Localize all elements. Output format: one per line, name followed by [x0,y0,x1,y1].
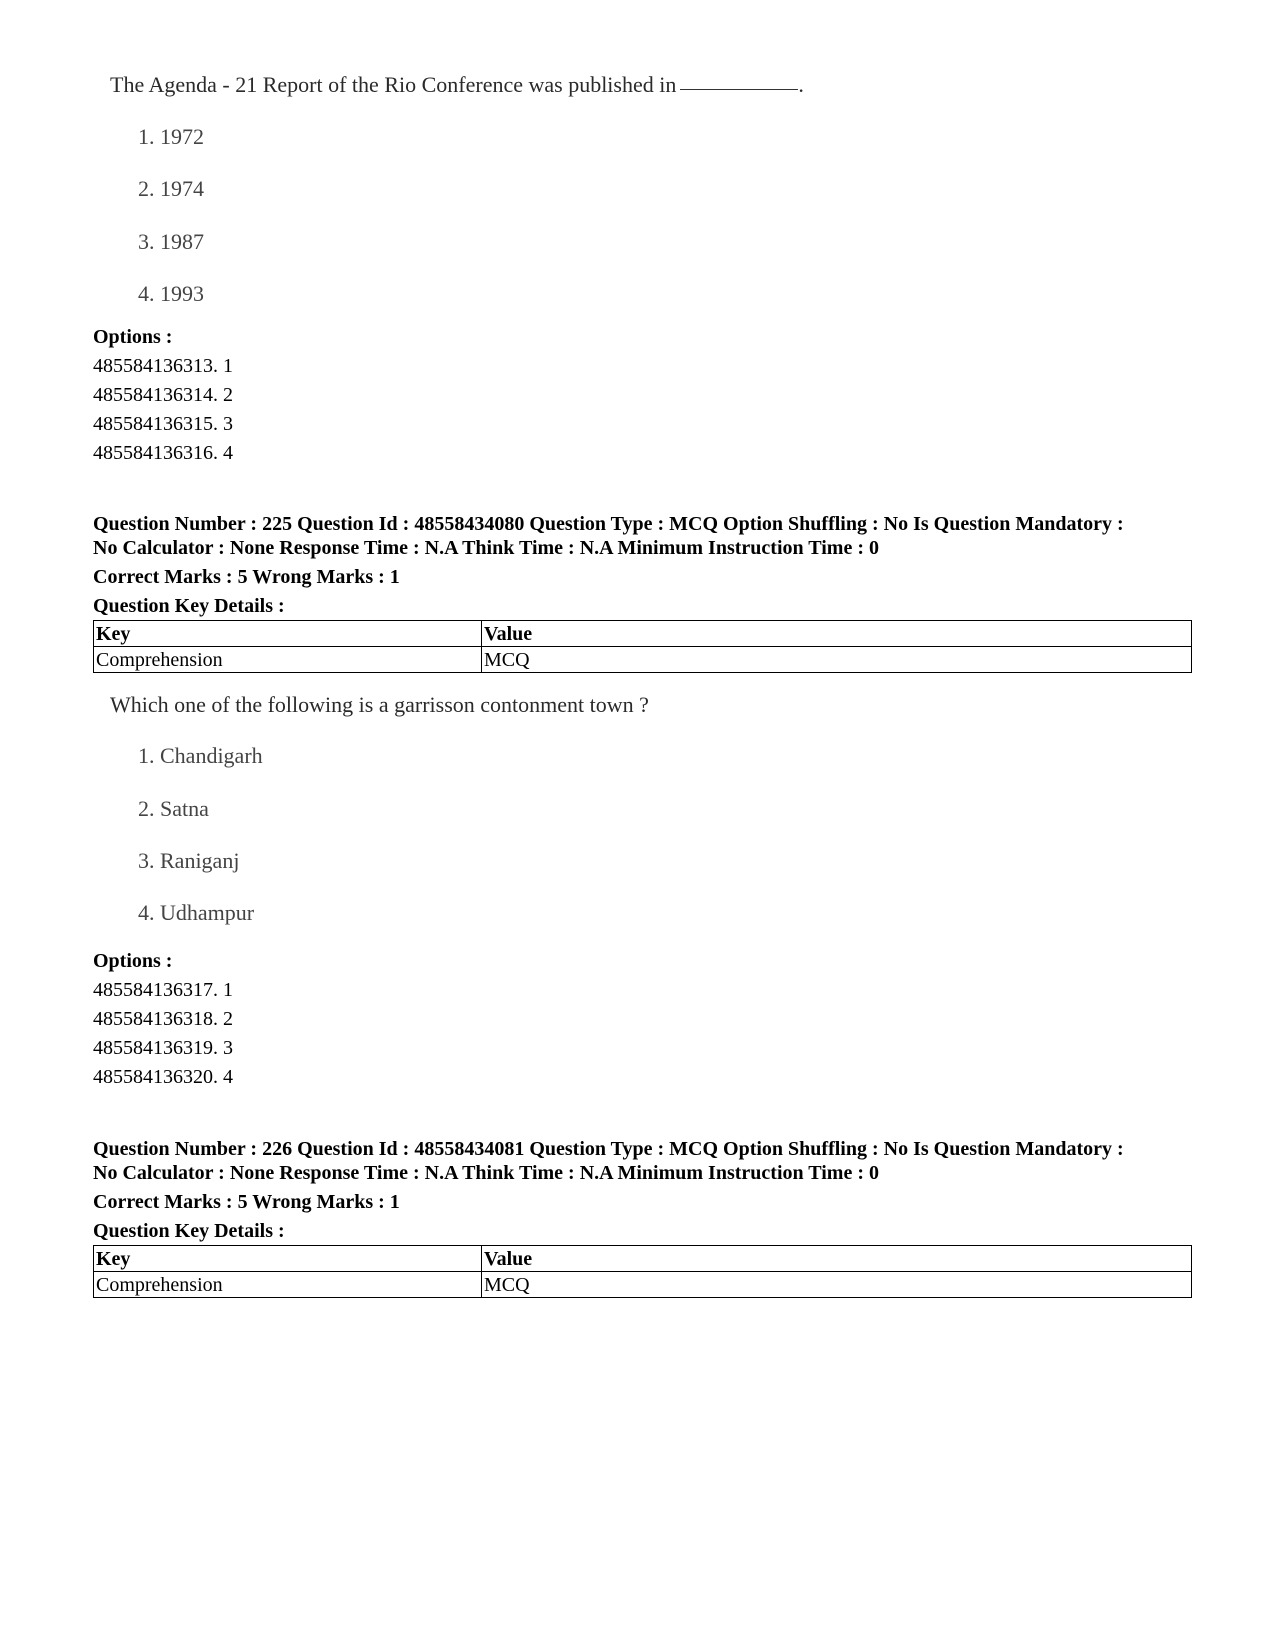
option-item: 485584136317. 1 [93,979,233,1001]
meta-line: Question Number : 225 Question Id : 48558434080 Question Type : MCQ Option Shuffling : No Is Question Mandatory : [93,513,1124,535]
choice-item: 3. 1987 [138,229,204,254]
option-item: 485584136320. 4 [93,1066,233,1088]
table-header-cell: Key [94,1246,482,1272]
table-cell: MCQ [482,647,1192,673]
table-row [94,1272,1192,1298]
key-details-table [93,620,1192,673]
table-header-row [94,1246,1192,1272]
key-details-label: Question Key Details : [93,1220,285,1242]
choice-item: 2. 1974 [138,176,204,201]
question-stem: Which one of the following is a garrisson contonment town ? [110,692,649,717]
option-item: 485584136314. 2 [93,384,233,406]
table-cell: Comprehension [94,647,482,673]
marks-line: Correct Marks : 5 Wrong Marks : 1 [93,566,400,588]
meta-line: No Calculator : None Response Time : N.A Think Time : N.A Minimum Instruction Time : 0 [93,537,879,559]
choice-item: 4. Udhampur [138,900,255,925]
meta-line: Question Number : 226 Question Id : 48558434081 Question Type : MCQ Option Shuffling : No Is Question Mandatory : [93,1138,1124,1160]
option-item: 485584136316. 4 [93,442,233,464]
question-stem-text: The Agenda - 21 Report of the Rio Conference was published in [110,72,677,97]
table-header-cell: Value [482,1246,1192,1272]
table-header-row [94,621,1192,647]
options-label: Options : [93,950,173,972]
table-header-cell: Value [482,621,1192,647]
options-list [93,323,1193,468]
choice-item: 4. 1993 [138,281,204,306]
table-header-cell: Key [94,621,482,647]
question-224-image [110,72,804,306]
table-cell: MCQ [482,1272,1192,1298]
options-label: Options : [93,326,173,348]
marks-line: Correct Marks : 5 Wrong Marks : 1 [93,1191,400,1213]
key-details-label: Question Key Details : [93,595,285,617]
table-row [94,647,1192,673]
choice-item: 2. Satna [138,796,209,821]
question-226-meta [93,1137,1193,1185]
question-stem [110,72,804,98]
meta-line: No Calculator : None Response Time : N.A Think Time : N.A Minimum Instruction Time : 0 [93,1162,879,1184]
question-225-meta [93,512,1193,560]
answer-blank [680,89,798,90]
key-details-table [93,1245,1192,1298]
option-item: 485584136313. 1 [93,355,233,377]
choice-item: 3. Raniganj [138,848,240,873]
option-item: 485584136318. 2 [93,1008,233,1030]
choice-item: 1. 1972 [138,124,204,149]
option-item: 485584136319. 3 [93,1037,233,1059]
choice-item: 1. Chandigarh [138,743,263,768]
option-item: 485584136315. 3 [93,413,233,435]
options-list [93,947,1193,1092]
table-cell: Comprehension [94,1272,482,1298]
stem-suffix: . [798,72,804,97]
question-225-image [110,692,649,925]
